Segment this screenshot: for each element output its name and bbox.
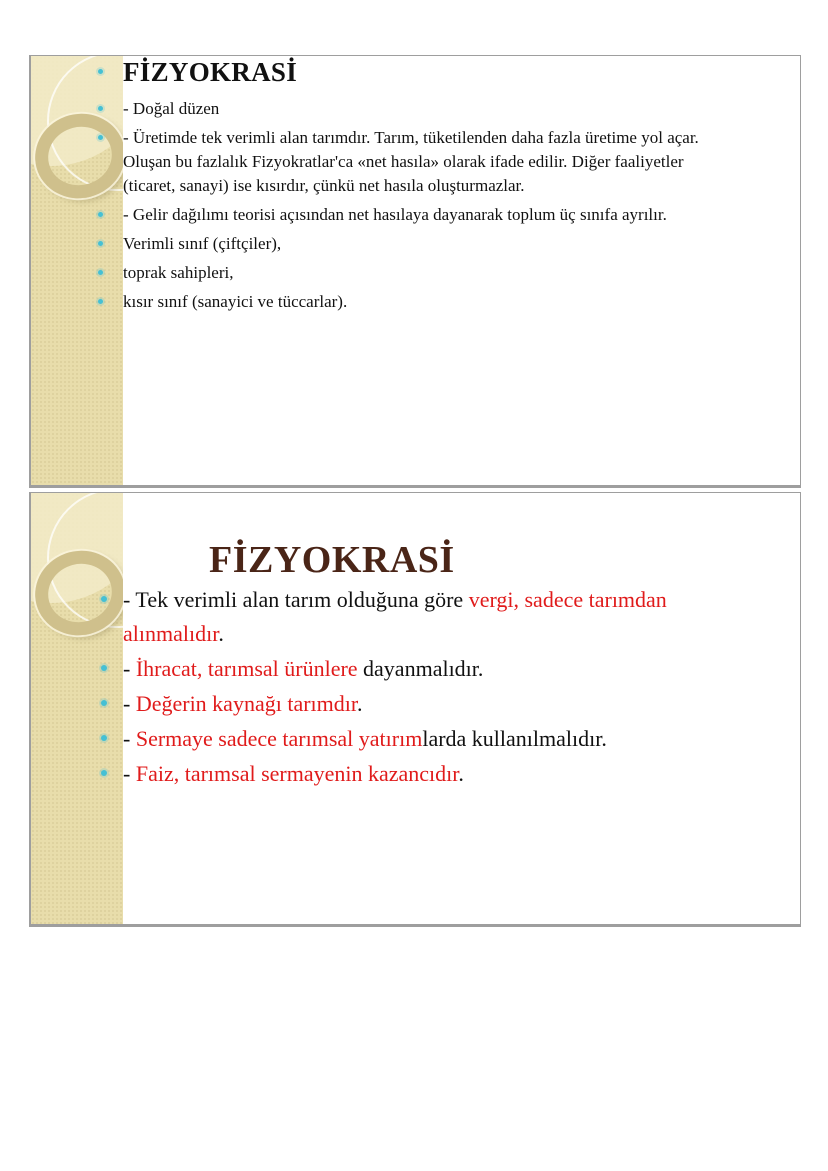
bullet-dot-icon: [98, 135, 103, 140]
bullet-text: - Doğal düzen: [123, 99, 220, 118]
bullet-text: - Üretimde tek verimli alan tarımdır. Tarım, tüketilenden daha fazla üretime yol açar. Oluşan bu fazlalık Fizyokratlar'ca «net hasıla» olarak ifade edilir. Diğer faaliyetler (ticaret, sanayi) ise kısırdır, çünkü net hasıla oluşturmazlar.: [123, 128, 699, 195]
bullet-dot-icon: [101, 700, 107, 706]
bullet-item: [123, 652, 688, 686]
bullet-text: - Tek verimli alan tarım olduğuna göre vergi, sadece tarımdan alınmalıdır.: [123, 587, 667, 646]
slide-2-content: [123, 493, 800, 924]
slide-2: [29, 492, 801, 927]
slide-2-title: FİZYOKRASİ: [209, 539, 455, 581]
slide-1: [29, 55, 801, 488]
bullet-item: [123, 56, 715, 88]
bullet-text: - Değerin kaynağı tarımdır.: [123, 691, 363, 716]
bullet-dot-icon: [101, 665, 107, 671]
slide-2-sidebar: [31, 493, 123, 924]
bullet-text: - Sermaye sadece tarımsal yatırımlarda kullanılmalıdır.: [123, 726, 607, 751]
bullet-dot-icon: [98, 299, 103, 304]
bullet-text: Verimli sınıf (çiftçiler),: [123, 234, 282, 253]
bullet-item: [123, 583, 688, 651]
slide-1-sidebar: [31, 56, 123, 485]
bullet-item: [123, 232, 715, 256]
slide-2-bullet-list: [123, 583, 688, 791]
bullet-dot-icon: [101, 770, 107, 776]
bullet-text: FİZYOKRASİ: [123, 57, 298, 87]
bullet-item: [123, 757, 688, 791]
bullet-dot-icon: [98, 69, 103, 74]
bullet-item: [123, 290, 715, 314]
bullet-dot-icon: [101, 735, 107, 741]
bullet-dot-icon: [98, 106, 103, 111]
bullet-dot-icon: [98, 241, 103, 246]
bullet-text: - Faiz, tarımsal sermayenin kazancıdır.: [123, 761, 464, 786]
bullet-item: [123, 97, 715, 121]
bullet-item: [123, 126, 715, 198]
bullet-text: - Gelir dağılımı teorisi açısından net hasılaya dayanarak toplum üç sınıfa ayrılır.: [123, 205, 667, 224]
bullet-dot-icon: [101, 596, 107, 602]
bullet-text: - İhracat, tarımsal ürünlere dayanmalıdır.: [123, 656, 484, 681]
bullet-text: kısır sınıf (sanayici ve tüccarlar).: [123, 292, 348, 311]
slide-1-bullet-list: [123, 56, 715, 314]
bullet-item: [123, 203, 715, 227]
bullet-item: [123, 722, 688, 756]
bullet-item: [123, 261, 715, 285]
bullet-text: toprak sahipleri,: [123, 263, 234, 282]
bullet-item: [123, 687, 688, 721]
bullet-dot-icon: [98, 270, 103, 275]
bullet-dot-icon: [98, 212, 103, 217]
slide-1-content: [123, 56, 800, 485]
